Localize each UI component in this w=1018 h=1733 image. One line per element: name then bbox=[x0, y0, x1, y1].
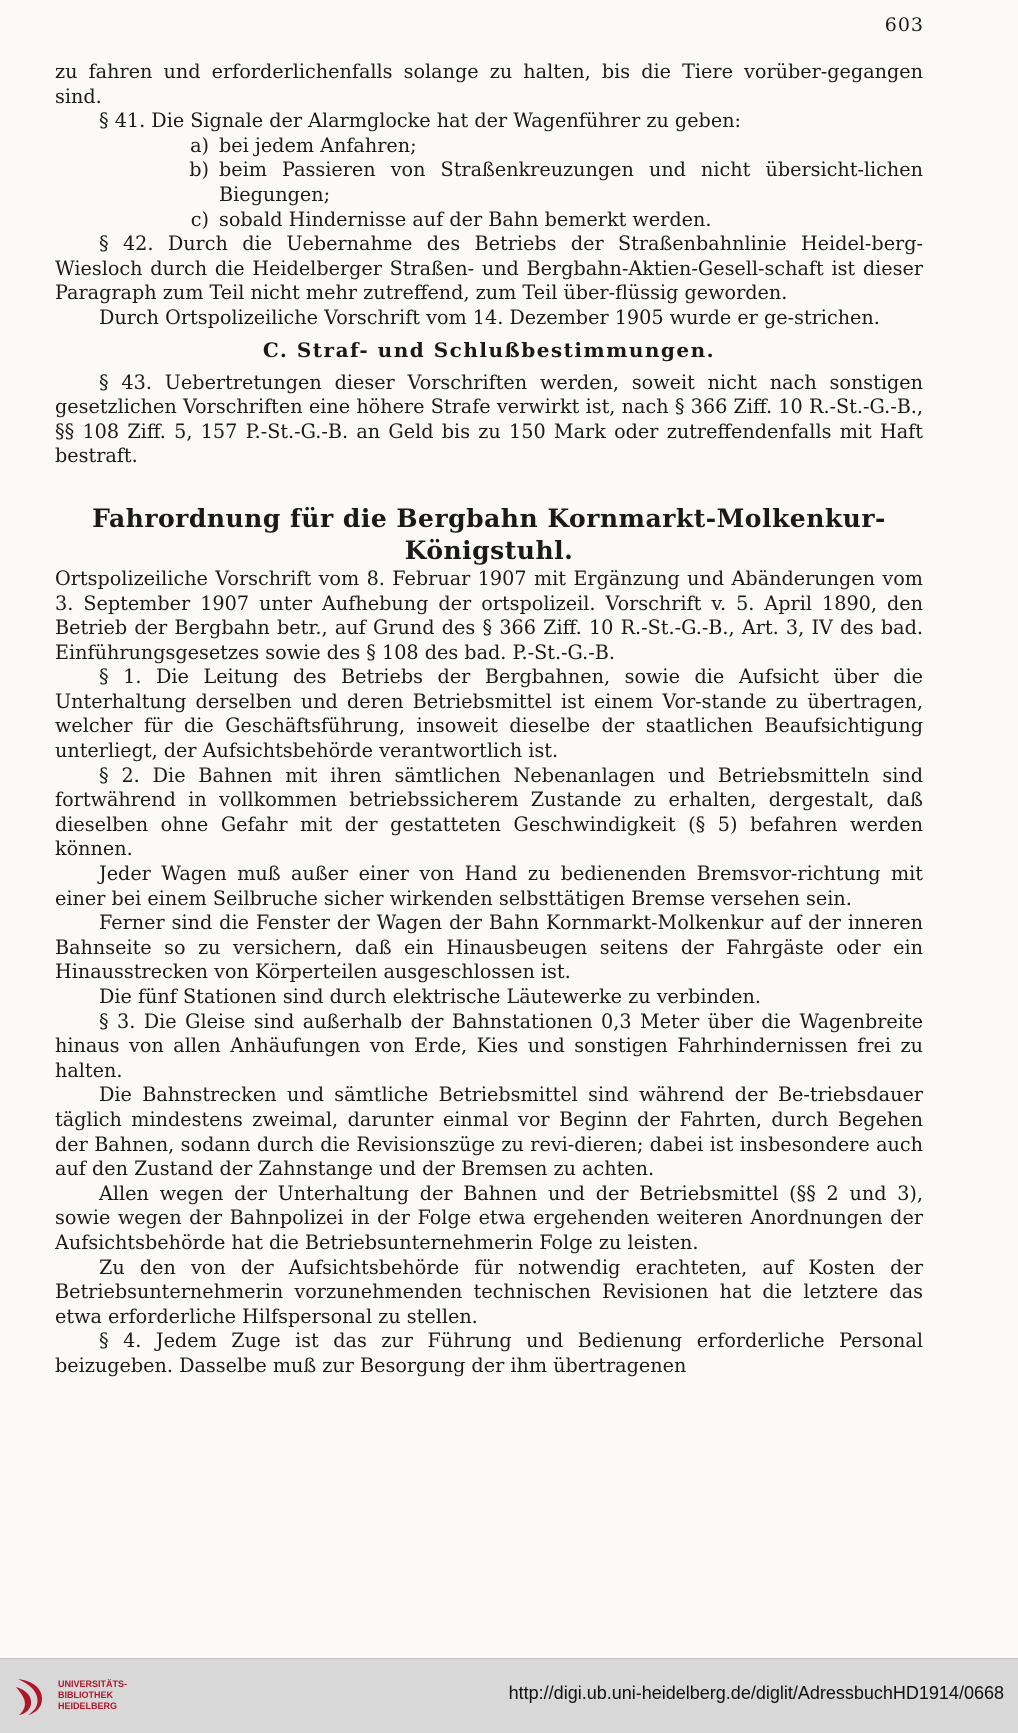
paragraph-3-revisions: Zu den von der Aufsichtsbehörde für notwendig erachteten, auf Kosten der Betriebsunternehmerin vorzunehmenden technischen Revisionen hat die letztere das etwa erforderliche Hilfspersonal zu stellen. bbox=[55, 1255, 923, 1328]
paragraph-2: § 2. Die Bahnen mit ihren sämtlichen Nebenanlagen und Betriebsmitteln sind fortwährend in vollkommen betriebssicherem Zustande zu erhalten, dergestalt, daß dieselben ohne Gefahr mit der gestatteten Geschwindigkeit (§ 5) befahren werden können. bbox=[55, 763, 923, 861]
paragraph-2-brakes: Jeder Wagen muß außer einer von Hand zu bedienenden Bremsvor-richtung mit einer bei einem Seilbruche sicher wirkenden selbsttätigen Bremse versehen sein. bbox=[55, 862, 923, 910]
page-content bbox=[55, 60, 923, 1379]
library-name-line-2: BIBLIOTHEK bbox=[58, 1690, 113, 1700]
library-name bbox=[58, 1679, 127, 1712]
university-library-logo-icon bbox=[12, 1675, 52, 1717]
paragraph-41-intro: § 41. Die Signale der Alarmglocke hat der Wagenführer zu geben: bbox=[99, 109, 742, 133]
continuation-paragraph: zu fahren und erforderlichenfalls solange zu halten, bis die Tiere vorüber-gegangen sind. bbox=[55, 60, 923, 108]
list-marker: a) bbox=[190, 133, 209, 157]
section-heading: C. Straf- und Schlußbestimmungen. bbox=[262, 337, 716, 362]
list-marker: b) bbox=[189, 158, 209, 182]
list-item bbox=[55, 158, 923, 207]
list-item bbox=[55, 134, 923, 159]
paragraph-3-orders: Allen wegen der Unterhaltung der Bahnen und der Betriebsmittel (§§ 2 und 3), sowie wegen der Bahnpolizei in der Folge etwa ergehenden weiteren Anordnungen der Aufsichtsbehörde hat die Betriebsunternehmerin Folge zu leisten. bbox=[55, 1181, 923, 1254]
list-marker: c) bbox=[190, 207, 209, 231]
ordinance-intro: Ortspolizeiliche Vorschrift vom 8. Februar 1907 mit Ergänzung und Abänderungen vom 3. September 1907 unter Aufhebung der ortspolizeil. Vorschrift v. 5. April 1890, den Betrieb der Bergbahn betr., auf Grund des § 366 Ziff. 10 R.-St.-G.-B., Art. 3, IV des bad. Einführungsgesetzes sowie des § 108 des bad. P.-St.-G.-B. bbox=[55, 566, 923, 664]
paragraph-3-inspection: Die Bahnstrecken und sämtliche Betriebsmittel sind während der Be-triebsdauer täglich mindestens zweimal, darunter einmal vor Beginn der Fahrten, durch Begehen der Bahnen, sodann durch die Revisionszüge zu revi-dieren; dabei ist insbesondere auch auf den Zustand der Zahnstange und der Bremsen zu achten. bbox=[55, 1083, 923, 1181]
paragraph-42-note: Durch Ortspolizeiliche Vorschrift vom 14. Dezember 1905 wurde er ge-strichen. bbox=[99, 305, 880, 329]
source-url-link[interactable]: http://digi.ub.uni-heidelberg.de/diglit/AdressbuchHD1914/0668 bbox=[508, 1683, 1004, 1703]
library-name-line-1: UNIVERSITÄTS- bbox=[58, 1679, 128, 1689]
list-text: beim Passieren von Straßenkreuzungen und nicht übersicht-lichen Biegungen; bbox=[219, 158, 923, 206]
ordinance-title-line-1: Fahrordnung für die Bergbahn Kornmarkt-Molkenkur- bbox=[92, 503, 886, 533]
footer-bar bbox=[0, 1658, 1018, 1733]
paragraph-43: § 43. Uebertretungen dieser Vorschriften werden, soweit nicht nach sonstigen gesetzlichen Vorschriften eine höhere Strafe verwirkt ist, nach § 366 Ziff. 10 R.-St.-G.-B., §§ 108 Ziff. 5, 157 P.-St.-G.-B. an Geld bis zu 150 Mark oder zutreffendenfalls mit Haft bestraft. bbox=[55, 370, 923, 468]
library-name-line-3: HEIDELBERG bbox=[58, 1701, 118, 1711]
paragraph-2-windows: Ferner sind die Fenster der Wagen der Bahn Kornmarkt-Molkenkur auf der inneren Bahnseite so zu versichern, daß ein Hinausbeugen seitens der Fahrgäste oder ein Hinausstrecken von Körperteilen ausgeschlossen ist. bbox=[55, 911, 923, 984]
ordinance-title-line-2: Königstuhl. bbox=[404, 535, 574, 565]
paragraph-42: § 42. Durch die Uebernahme des Betriebs der Straßenbahnlinie Heidel-berg-Wiesloch durch die Heidelberger Straßen- und Bergbahn-Aktien-Gesell-schaft ist dieser Paragraph zum Teil nicht mehr zutreffend, zum Teil über-flüssig geworden. bbox=[55, 232, 923, 305]
paragraph-4: § 4. Jedem Zuge ist das zur Führung und Bedienung erforderliche Personal beizugeben. Dasselbe muß zur Besorgung der ihm übertragenen bbox=[55, 1329, 923, 1377]
paragraph-3: § 3. Die Gleise sind außerhalb der Bahnstationen 0,3 Meter über die Wagenbreite hinaus von allen Anhäufungen von Erde, Kies und sonstigen Fahrhindernissen frei zu halten. bbox=[55, 1009, 923, 1082]
list-text: bei jedem Anfahren; bbox=[219, 133, 417, 157]
ordinance-title bbox=[55, 503, 923, 567]
paragraph-1: § 1. Die Leitung des Betriebs der Bergbahnen, sowie die Aufsicht über die Unterhaltung derselben und deren Betriebsmittel ist einem Vor-stande zu übertragen, welcher für die Geschäftsführung, insoweit dieselbe der staatlichen Beaufsichtigung unterliegt, der Aufsichtsbehörde verantwortlich ist. bbox=[55, 665, 923, 763]
list-text: sobald Hindernisse auf der Bahn bemerkt werden. bbox=[219, 207, 712, 231]
paragraph-2-stations: Die fünf Stationen sind durch elektrische Läutewerke zu verbinden. bbox=[99, 985, 761, 1008]
page-number: 603 bbox=[884, 14, 924, 36]
list-item bbox=[55, 208, 923, 233]
paragraph-41-list bbox=[55, 134, 923, 232]
section-spacer bbox=[55, 469, 923, 503]
